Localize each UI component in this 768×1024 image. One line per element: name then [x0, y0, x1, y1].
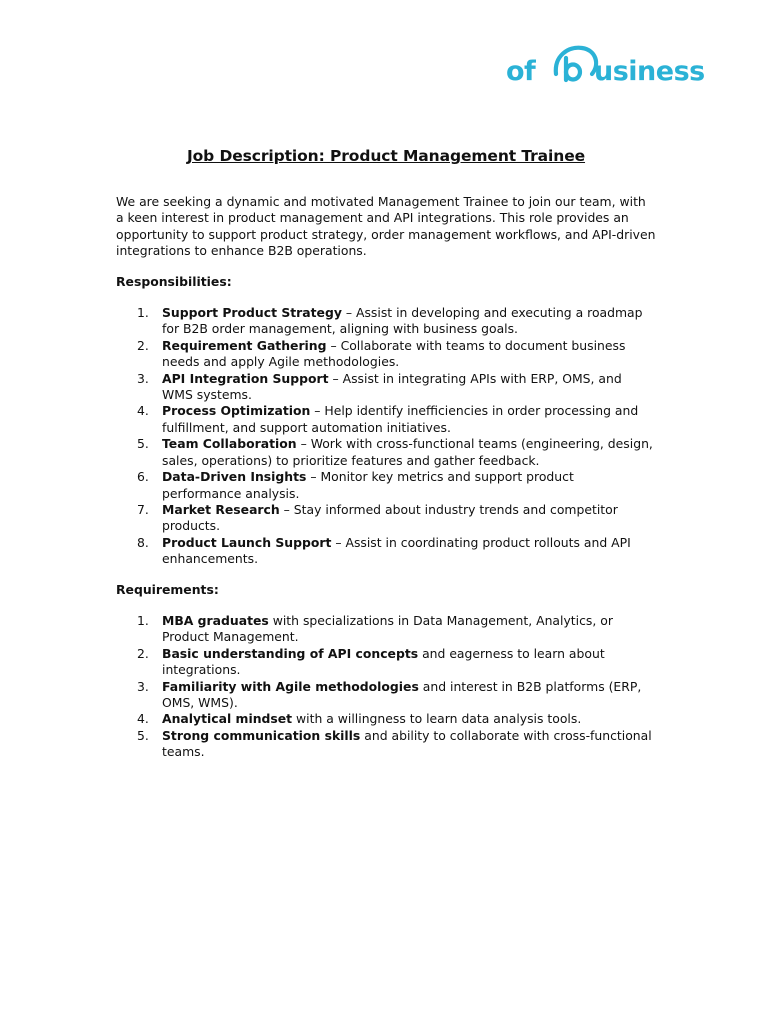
list-item-number: 3. [137, 370, 149, 386]
list-item-description: – Help identify inefficiencies in order processing and fulfillment, and support automation initiatives. [162, 403, 639, 435]
list-item-description: – Collaborate with teams to document business needs and apply Agile methodologies. [162, 337, 626, 370]
list-item [116, 436, 656, 469]
responsibilities-list [116, 305, 656, 568]
list-item-number: 4. [137, 403, 149, 419]
list-item-number: 7. [137, 501, 149, 517]
list-item-term: Process Optimization [162, 403, 311, 419]
list-item [116, 679, 656, 712]
list-item-description: – Assist in developing and executing a roadmap for B2B order management, aligning with business goals. [162, 305, 643, 337]
list-item-number: 2. [137, 645, 149, 661]
list-item-number: 5. [137, 436, 149, 452]
logo-b-swoosh [556, 48, 596, 80]
list-item [116, 613, 656, 646]
list-item-number: 8. [137, 534, 149, 550]
job-description-body [116, 146, 656, 775]
list-item-term: API Integration Support [162, 370, 329, 386]
logo-text-suffix: usiness [594, 56, 705, 87]
list-item [116, 711, 656, 727]
list-item-description: – Assist in coordinating product rollouts and API enhancements. [162, 534, 631, 567]
list-item [116, 728, 656, 761]
list-item-description: – Assist in integrating APIs with ERP, OMS, and WMS systems. [162, 370, 622, 403]
list-item-number: 2. [137, 337, 149, 353]
list-item [116, 646, 656, 679]
list-item [116, 305, 656, 338]
requirements-heading: Requirements: [116, 581, 219, 597]
list-item-term: Product Launch Support [162, 534, 332, 550]
list-item [116, 535, 656, 568]
list-item-description: and interest in B2B platforms (ERP, OMS, WMS). [162, 678, 642, 710]
list-item-description: and eagerness to learn about integrations. [162, 645, 605, 678]
list-item-term: Data-Driven Insights [162, 469, 307, 485]
list-item-description: with specializations in Data Management, Analytics, or Product Management. [162, 612, 613, 645]
list-item-number: 1. [137, 305, 149, 321]
list-item [116, 371, 656, 404]
list-item-term: Support Product Strategy [162, 305, 342, 321]
list-item-term: Analytical mindset [162, 711, 293, 727]
list-item-number: 3. [137, 678, 149, 694]
list-item [116, 502, 656, 535]
ofbusiness-logo [506, 44, 734, 88]
list-item-term: Requirement Gathering [162, 337, 327, 353]
list-item-term: Strong communication skills [162, 727, 361, 743]
responsibilities-heading: Responsibilities: [116, 273, 232, 289]
list-item-number: 1. [137, 612, 149, 628]
list-item [116, 469, 656, 502]
list-item [116, 403, 656, 436]
list-item-term: Market Research [162, 501, 280, 517]
list-item-term: Familiarity with Agile methodologies [162, 678, 419, 694]
list-item-number: 4. [137, 711, 149, 727]
list-item-description: with a willingness to learn data analysis tools. [292, 711, 582, 727]
list-item-term: Team Collaboration [162, 436, 297, 452]
list-item-term: Basic understanding of API concepts [162, 645, 419, 661]
list-item-description: and ability to collaborate with cross-functional teams. [162, 727, 652, 760]
page-title: Job Description: Product Management Trainee [186, 147, 586, 165]
list-item-number: 5. [137, 727, 149, 743]
list-item-description: – Stay informed about industry trends and competitor products. [162, 501, 618, 534]
ofbusiness-logo-graphic [506, 44, 734, 88]
list-item-description: – Work with cross-functional teams (engineering, design, sales, operations) to prioritize features and gather feedback. [162, 436, 653, 468]
list-item [116, 338, 656, 371]
list-item-description: – Monitor key metrics and support product performance analysis. [162, 469, 574, 501]
intro-paragraph: We are seeking a dynamic and motivated Management Trainee to join our team, with a keen interest in product management and API integrations. This role provides an opportunity to support product strategy, order management workflows, and API-driven integrations to enhance B2B operations. [116, 194, 656, 259]
requirements-list [116, 613, 656, 761]
logo-text-prefix: of [506, 56, 536, 87]
list-item-term: MBA graduates [162, 612, 269, 628]
list-item-number: 6. [137, 469, 149, 485]
